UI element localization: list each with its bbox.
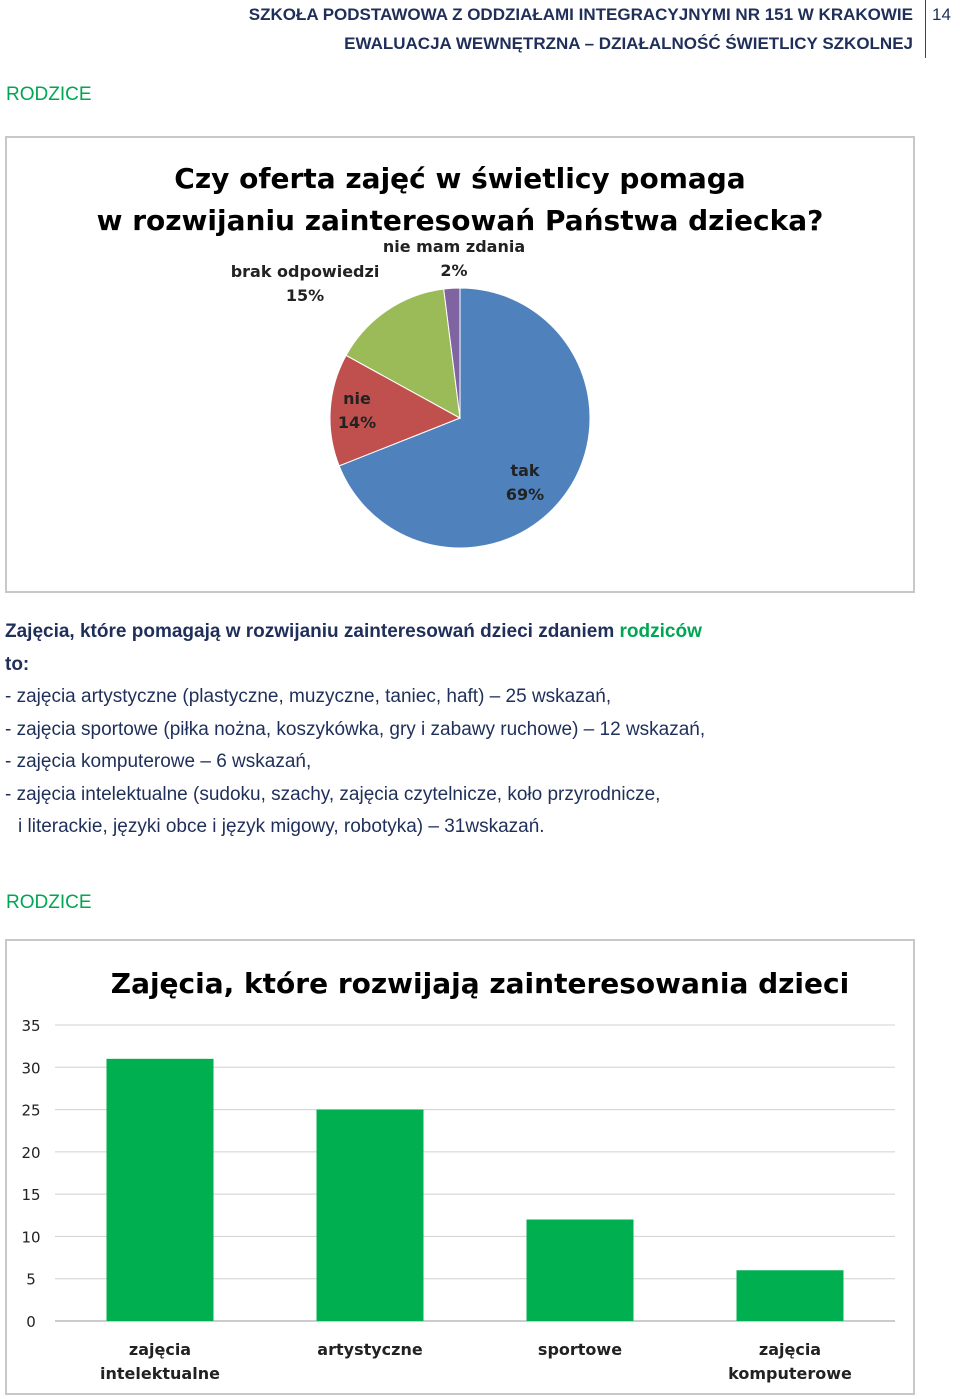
activities-summary xyxy=(5,616,935,844)
bar xyxy=(527,1220,634,1321)
summary-lead-text: Zajęcia, które pomagają w rozwijaniu zainteresowań dzieci zdaniem xyxy=(5,621,620,642)
x-tick-label: zajęcia xyxy=(758,1340,822,1359)
x-tick-label: artystyczne xyxy=(317,1340,423,1359)
pie-label-value: 2% xyxy=(440,261,468,280)
header-document-title: EWALUACJA WEWNĘTRZNA – DZIAŁALNOŚĆ ŚWIETLICY SZKOLNEJ xyxy=(344,34,913,53)
list-item: - zajęcia artystyczne (plastyczne, muzyczne, taniec, haft) – 25 wskazań, xyxy=(5,686,612,707)
x-tick-label: sportowe xyxy=(537,1340,623,1359)
pie-label-name: nie mam zdania xyxy=(382,237,526,256)
pie-label-value: 14% xyxy=(337,413,377,432)
bar-chart-title: Zajęcia, które rozwijają zainteresowania dzieci xyxy=(110,967,850,1000)
summary-lead-end: to: xyxy=(5,653,30,675)
list-item: i literackie, języki obce i język migowy, robotyka) – 31wskazań. xyxy=(18,816,545,837)
pie-label-value: 69% xyxy=(505,485,545,504)
y-tick-label: 15 xyxy=(21,1186,41,1205)
summary-lead-highlight: rodziców xyxy=(619,621,702,642)
y-tick-label: 20 xyxy=(21,1143,41,1162)
section-label-parents-2: RODZICE xyxy=(6,892,92,913)
y-tick-label: 25 xyxy=(21,1101,41,1120)
list-item: - zajęcia intelektualne (sudoku, szachy, zajęcia czytelnicze, koło przyrodnicze, xyxy=(5,783,661,805)
pie-chart-frame xyxy=(5,136,915,593)
pie-label-name: nie xyxy=(343,389,371,408)
pie-label-name: tak xyxy=(510,461,540,480)
bar xyxy=(737,1270,844,1321)
pie-label-value: 15% xyxy=(285,286,325,305)
pie-title-line2: w rozwijaniu zainteresowań Państwa dziecka? xyxy=(96,204,824,237)
pie-chart xyxy=(7,138,913,591)
header-school-name: SZKOŁA PODSTAWOWA Z ODDZIAŁAMI INTEGRACYJNYMI NR 151 W KRAKOWIE xyxy=(248,5,913,24)
bar-chart-frame xyxy=(5,939,915,1395)
x-tick-label: zajęcia xyxy=(128,1340,192,1359)
section-label-parents: RODZICE xyxy=(6,84,92,105)
y-tick-label: 0 xyxy=(26,1313,36,1331)
page-header xyxy=(0,0,960,62)
y-tick-label: 35 xyxy=(21,1017,41,1035)
y-tick-label: 30 xyxy=(21,1059,41,1078)
summary-lead xyxy=(5,616,935,681)
bar xyxy=(317,1110,424,1321)
x-tick-label: komputerowe xyxy=(728,1364,852,1383)
pie-title-line1: Czy oferta zajęć w świetlicy pomaga xyxy=(174,162,746,195)
header-divider xyxy=(925,0,926,58)
list-item: - zajęcia sportowe (piłka nożna, koszykówka, gry i zabawy ruchowe) – 12 wskazań, xyxy=(5,718,706,740)
pie-label-name: brak odpowiedzi xyxy=(230,262,380,281)
x-tick-label: intelektualne xyxy=(100,1364,220,1383)
y-tick-label: 5 xyxy=(26,1270,36,1289)
page-number: 14 xyxy=(932,5,951,24)
bar xyxy=(107,1059,214,1321)
bar-chart xyxy=(7,941,913,1393)
y-tick-label: 10 xyxy=(21,1228,41,1247)
list-item: - zajęcia komputerowe – 6 wskazań, xyxy=(5,751,312,772)
